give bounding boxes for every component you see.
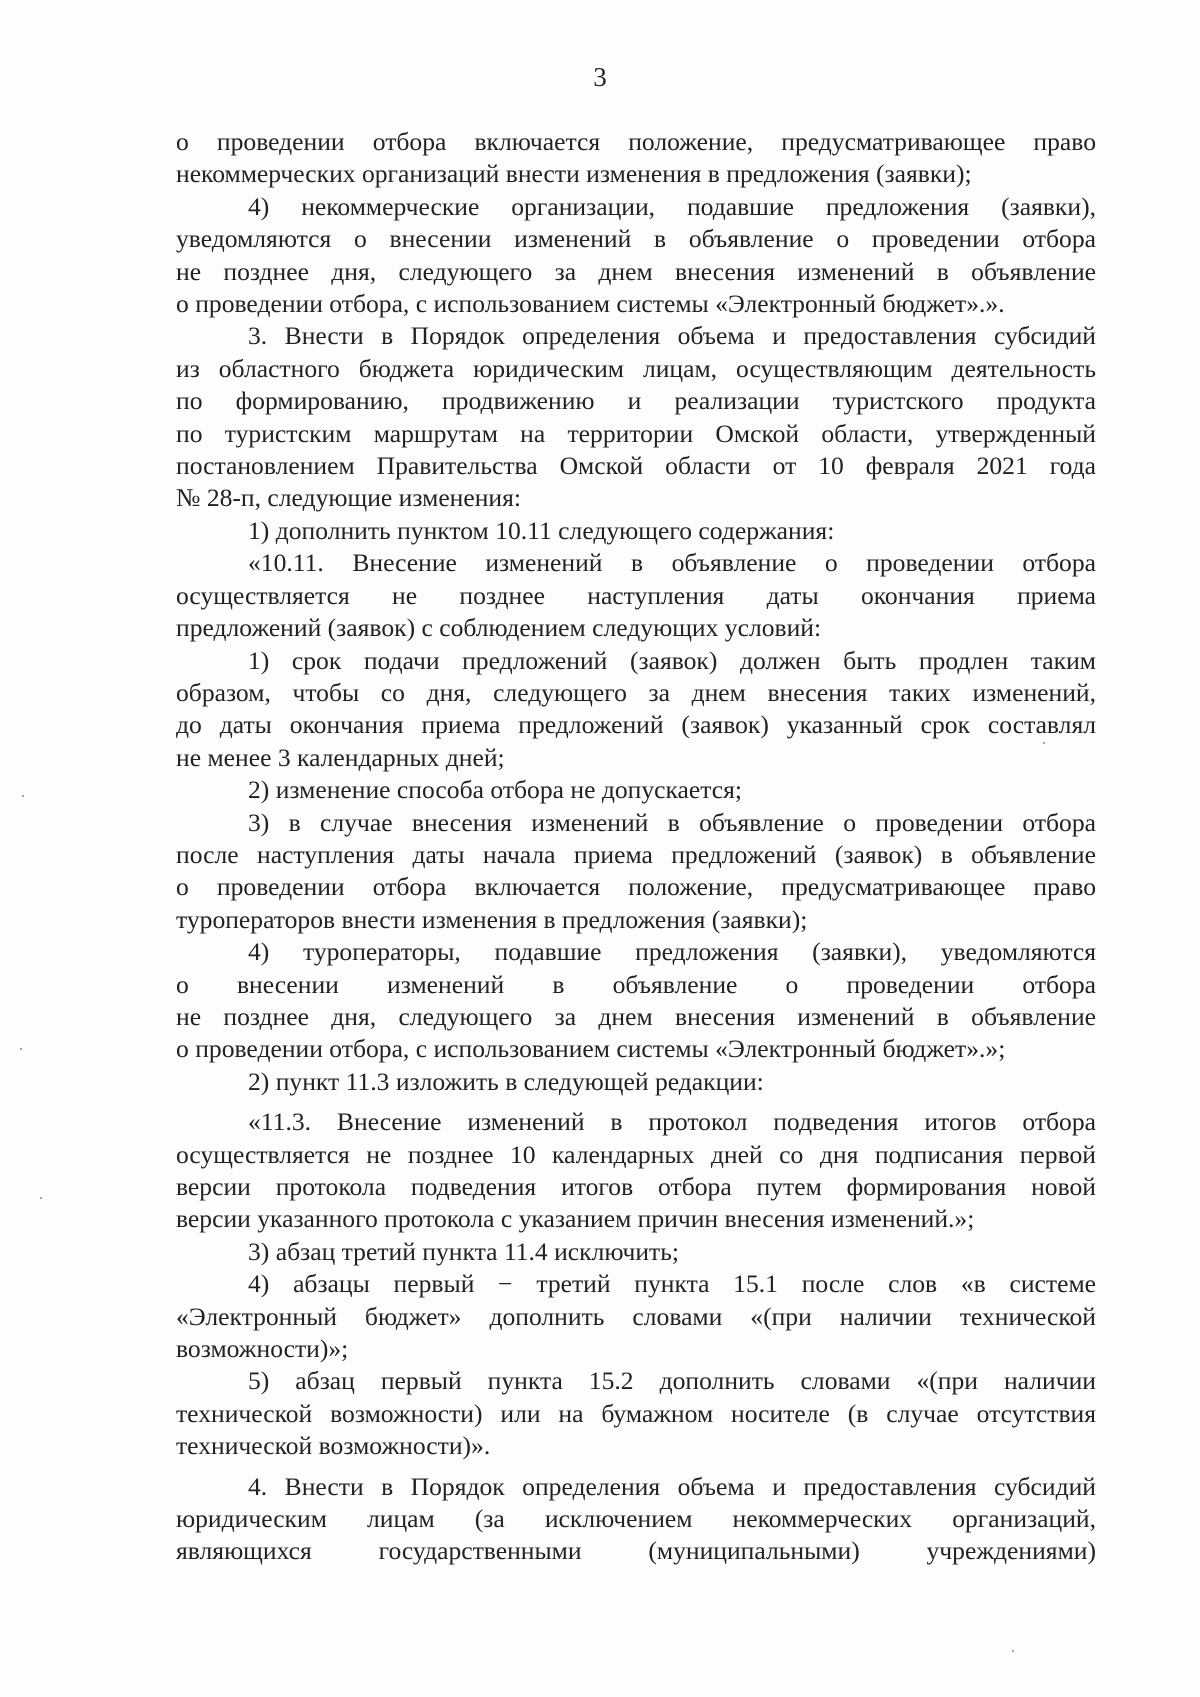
text-line: некоммерческих организаций внести изменения в предложения (заявки); bbox=[176, 159, 972, 189]
text-line: после наступления даты начала приема предложений (заявок) в объявление bbox=[176, 839, 1096, 869]
scan-speck bbox=[20, 1048, 22, 1050]
text-line: по туристским маршрутам на территории Омской области, утвержденный bbox=[176, 418, 1096, 448]
text-line: не позднее дня, следующего за днем внесения изменений в объявление bbox=[176, 256, 1096, 286]
text-line: 4) абзацы первый − третий пункта 15.1 после слов «в системе bbox=[248, 1269, 1096, 1299]
page-number: 3 bbox=[593, 62, 607, 92]
text-line: о проведении отбора, с использованием системы «Электронный бюджет».». bbox=[176, 289, 1005, 319]
text-line: 4. Внести в Порядок определения объема и предоставления субсидий bbox=[248, 1471, 1096, 1501]
text-line: являющихся государственными (муниципальными) учреждениями) bbox=[176, 1536, 1096, 1566]
text-line: 1) дополнить пунктом 10.11 следующего содержания: bbox=[248, 515, 835, 545]
text-line: 2) изменение способа отбора не допускается; bbox=[248, 775, 743, 805]
text-line: «11.3. Внесение изменений в протокол подведения итогов отбора bbox=[248, 1107, 1096, 1137]
text-line: о внесении изменений в объявление о проведении отбора bbox=[176, 969, 1096, 999]
scan-speck bbox=[1012, 1650, 1014, 1652]
text-line: возможности)»; bbox=[176, 1334, 349, 1364]
document-body bbox=[176, 126, 1096, 1568]
text-line: предложений (заявок) с соблюдением следующих условий: bbox=[176, 613, 822, 643]
text-line: 4) некоммерческие организации, подавшие предложения (заявки), bbox=[248, 191, 1096, 221]
text-line: 3) в случае внесения изменений в объявление о проведении отбора bbox=[248, 807, 1096, 837]
text-line: осуществляется не позднее 10 календарных дней со дня подписания первой bbox=[176, 1139, 1096, 1169]
text-line: № 28-п, следующие изменения: bbox=[176, 483, 522, 513]
text-line: по формированию, продвижению и реализации туристского продукта bbox=[176, 386, 1096, 416]
paragraph-gap bbox=[176, 1098, 1096, 1106]
text-line: версии протокола подведения итогов отбора путем формирования новой bbox=[176, 1172, 1096, 1201]
text-line: 5) абзац первый пункта 15.2 дополнить словами «(при наличии bbox=[248, 1366, 1096, 1396]
text-line: 4) туроператоры, подавшие предложения (заявки), уведомляются bbox=[248, 937, 1096, 967]
text-line: 3) абзац третий пункта 11.4 исключить; bbox=[248, 1236, 680, 1266]
text-line: юридическим лицам (за исключением некоммерческих организаций, bbox=[176, 1504, 1096, 1534]
text-line: 3. Внести в Порядок определения объема и предоставления субсидий bbox=[248, 321, 1096, 351]
text-line: постановлением Правительства Омской области от 10 февраля 2021 года bbox=[176, 451, 1096, 481]
text-line: о проведении отбора включается положение, предусматривающее право bbox=[176, 872, 1096, 902]
text-line: не менее 3 календарных дней; bbox=[176, 742, 505, 772]
text-line: «10.11. Внесение изменений в объявление о проведении отбора bbox=[248, 548, 1096, 578]
scan-speck bbox=[22, 795, 24, 797]
text-line: до даты окончания приема предложений (заявок) указанный срок составлял bbox=[176, 710, 1096, 740]
text-line: не позднее дня, следующего за днем внесения изменений в объявление bbox=[176, 1001, 1096, 1031]
text-line: «Электронный бюджет» дополнить словами «(при наличии технической bbox=[176, 1301, 1096, 1331]
text-line: о проведении отбора включается положение, предусматривающее право bbox=[176, 127, 1096, 156]
text-line: образом, чтобы со дня, следующего за днем внесения таких изменений, bbox=[176, 677, 1096, 707]
text-line: уведомляются о внесении изменений в объявление о проведении отбора bbox=[176, 224, 1096, 254]
text-line: технической возможности) или на бумажном носителе (в случае отсутствия bbox=[176, 1398, 1096, 1428]
text-line: 2) пункт 11.3 изложить в следующей редакции: bbox=[248, 1066, 764, 1096]
text-line: 1) срок подачи предложений (заявок) должен быть продлен таким bbox=[248, 645, 1096, 675]
text-line: технической возможности)». bbox=[176, 1431, 491, 1461]
scan-speck bbox=[1043, 742, 1045, 744]
text-line: из областного бюджета юридическим лицам, осуществляющим деятельность bbox=[176, 353, 1096, 383]
text-line: версии указанного протокола с указанием причин внесения изменений.»; bbox=[176, 1204, 975, 1234]
text-line: о проведении отбора, с использованием системы «Электронный бюджет».»; bbox=[176, 1034, 1006, 1064]
scan-speck bbox=[40, 1197, 42, 1199]
text-line: туроператоров внести изменения в предложения (заявки); bbox=[176, 904, 808, 934]
text-line: осуществляется не позднее наступления даты окончания приема bbox=[176, 580, 1096, 610]
paragraph-gap bbox=[176, 1463, 1096, 1471]
